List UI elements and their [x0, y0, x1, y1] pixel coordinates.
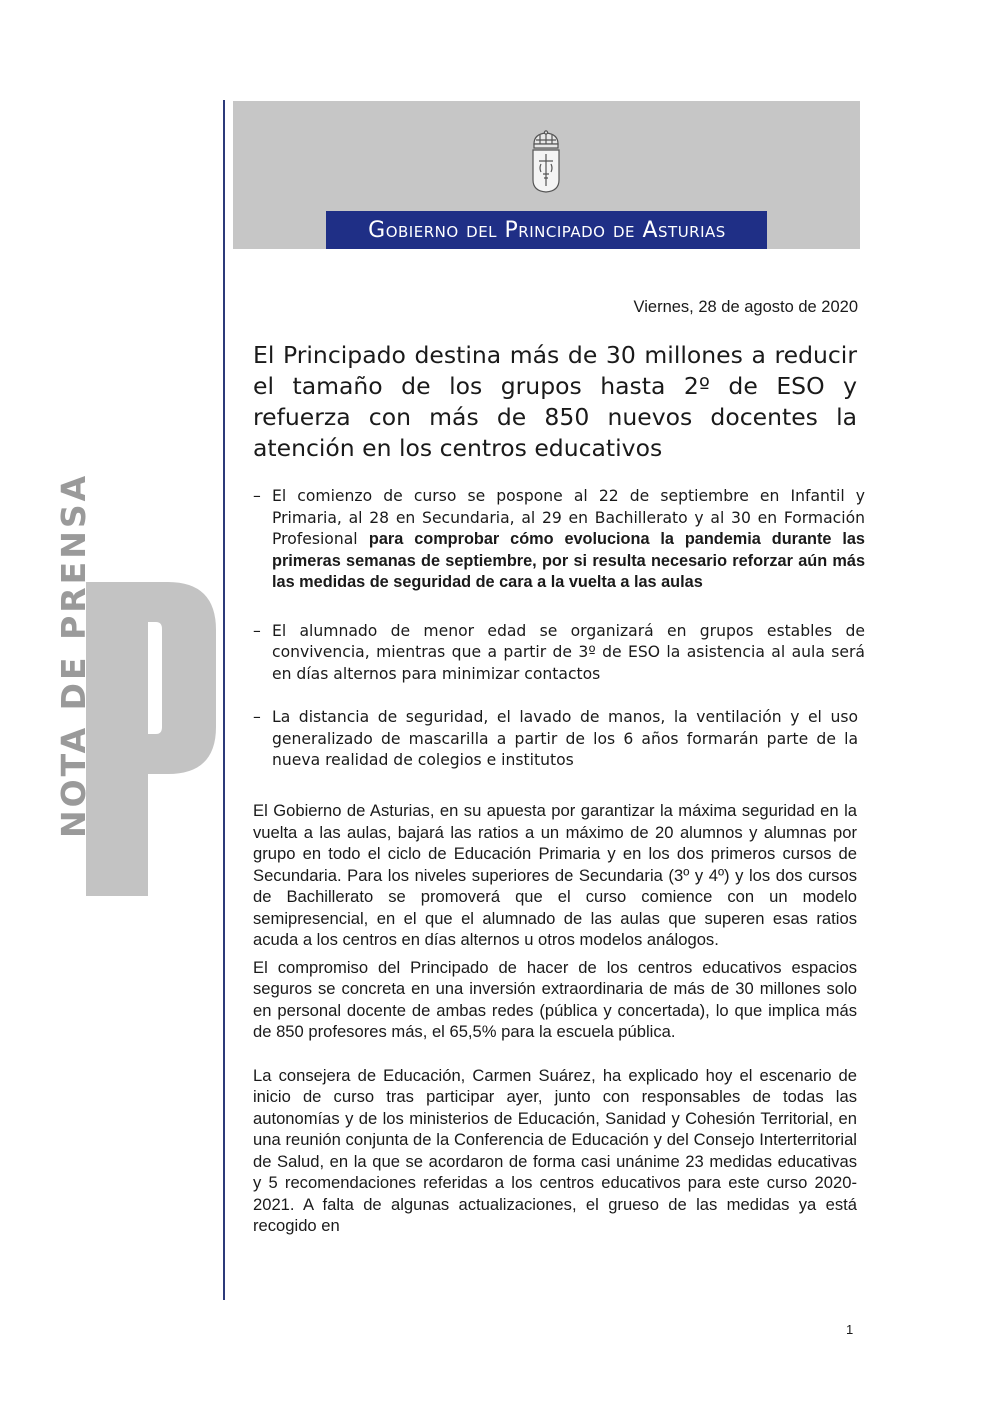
coat-of-arms-icon	[528, 130, 564, 194]
bullet-bold-text: para comprobar cómo evoluciona la pandemia durante las primeras semanas de septiembre, por si resulta necesario reforzar aún más las medidas de seguridad de cara a la vuelta a las aulas	[272, 530, 865, 591]
summary-bullet: – El alumnado de menor edad se organizará en grupos estables de convivencia, mientras que a partir de 3º de ESO la asistencia al aula será en días alternos para minimizar contactos	[253, 621, 865, 686]
press-release-letter-p	[86, 582, 216, 896]
body-paragraph: La consejera de Educación, Carmen Suárez, ha explicado hoy el escenario de inicio de curso tras participar ayer, junto con responsables de todas las autonomías y de los ministerios de Educación, Sanidad y Cohesión Territorial, en una reunión conjunta de la Conferencia de Educación y del Consejo Interterritorial de Salud, en la que se acordaron de forma casi unánime 23 medidas educativas y 5 recomendaciones referidas a los centros educativos para este curso 2020-2021. A falta de algunas actualizaciones, el grueso de las medidas ya está recogido en	[253, 1065, 857, 1235]
vertical-rule	[223, 100, 225, 1300]
summary-bullet: – La distancia de seguridad, el lavado de manos, la ventilación y el uso generalizado de mascarilla a partir de los 6 años formarán parte de la nueva realidad de colegios e institutos	[253, 707, 858, 772]
article-body	[253, 800, 857, 1237]
government-name-band	[326, 211, 767, 249]
bullet-text: El comienzo de curso se pospone al 22 de septiembre en Infantil y Primaria, al 28 en Secundaria, al 29 en Bachillerato y al 30 en Formación Profesional	[272, 487, 865, 548]
body-paragraph: El Gobierno de Asturias, en su apuesta por garantizar la máxima seguridad en la vuelta a las aulas, bajará las ratios a un máximo de 20 alumnos y alumnas por grupo en todo el ciclo de Educación Primaria y en los dos primeros cursos de Secundaria. Para los niveles superiores de Secundaria (3º y 4º) y los dos cursos de Bachillerato se promoverá que el curso comience con un modelo semipresencial, en el que el alumnado de las aulas que superen esas ratios acuda a los centros en días alternos u otros modelos análogos.	[253, 801, 857, 949]
body-paragraph: El compromiso del Principado de hacer de los centros educativos espacios seguros se concreta en una inversión extraordinaria de más de 30 millones solo en personal docente de ambas redes (pública y concertada), lo que implica más de 850 profesores más, el 65,5% para la escuela pública.	[253, 957, 857, 1041]
nota-de-prensa-label: NOTA DE PRENSA	[54, 472, 93, 838]
headline: El Principado destina más de 30 millones a reducir el tamaño de los grupos hasta 2º de ESO y refuerza con más de 850 nuevos docentes la atención en los centros educativos	[253, 341, 857, 462]
organization-name: Gobierno del Principado de Asturias	[367, 218, 726, 243]
summary-bullets	[253, 486, 865, 772]
organization-wordmark	[337, 216, 757, 244]
publication-date: Viernes, 28 de agosto de 2020	[633, 298, 858, 316]
summary-bullet	[253, 486, 865, 594]
page-number: 1	[846, 1322, 854, 1337]
